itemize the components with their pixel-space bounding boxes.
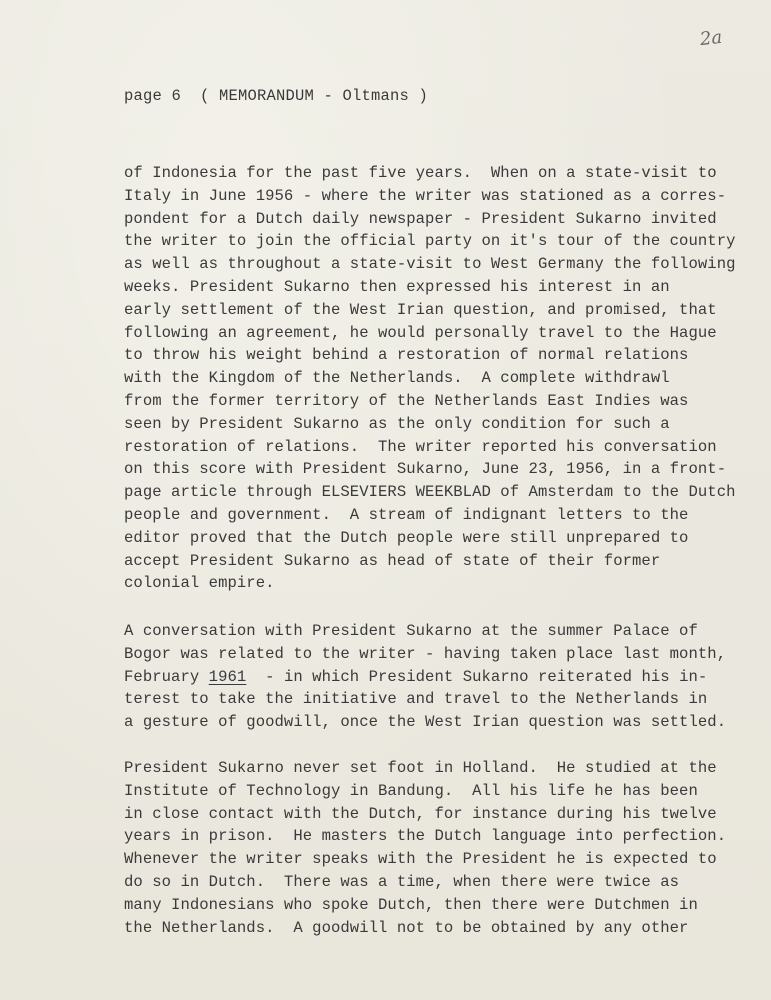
text-line: A conversation with President Sukarno at the summer Palace of — [124, 622, 698, 640]
text-line: years in prison. He masters the Dutch language into perfection. — [124, 827, 727, 846]
text-line: pondent for a Dutch daily newspaper - President Sukarno invited — [124, 209, 717, 228]
text-line: from the former territory of the Netherlands East Indies was — [124, 391, 689, 410]
text-line: President Sukarno never set foot in Holland. He studied at the — [124, 759, 717, 777]
text-line: Whenever the writer speaks with the President he is expected to — [124, 850, 717, 869]
text-line: as well as throughout a state-visit to West Germany the following — [124, 255, 736, 274]
page-header: page 6 ( MEMORANDUM - Oltmans ) — [124, 87, 429, 105]
text-line: the writer to join the official party on it's tour of the country — [124, 232, 736, 251]
text-line: editor proved that the Dutch people were still unprepared to — [124, 528, 689, 547]
text-line: the Netherlands. A goodwill not to be obtained by any other — [124, 918, 689, 937]
text-line: to throw his weight behind a restoration of normal relations — [124, 346, 689, 365]
text-line: page article through ELSEVIERS WEEKBLAD of Amsterdam to the Dutch — [124, 483, 736, 502]
text-line: colonial empire. — [124, 574, 275, 593]
page-number-annotation: 2a — [698, 26, 724, 51]
paragraph-3 — [124, 757, 754, 939]
text-segment: - in which President Sukarno reiterated his in- — [246, 667, 708, 686]
text-line: a gesture of goodwill, once the West Irian question was settled. — [124, 713, 727, 732]
text-line: following an agreement, he would personally travel to the Hague — [124, 323, 717, 342]
paragraph-2 — [124, 620, 754, 734]
text-line: people and government. A stream of indignant letters to the — [124, 505, 689, 524]
text-line: Institute of Technology in Bandung. All his life he has been — [124, 781, 698, 800]
text-segment: February — [124, 667, 209, 686]
text-line: weeks. President Sukarno then expressed his interest in an — [124, 277, 670, 296]
text-line: Italy in June 1956 - where the writer was stationed as a corres- — [124, 186, 727, 205]
text-line-with-date — [124, 666, 754, 689]
underlined-year: 1961 — [208, 667, 247, 686]
text-line: of Indonesia for the past five years. When on a state-visit to — [124, 164, 717, 182]
text-line: restoration of relations. The writer reported his conversation — [124, 437, 717, 456]
text-line: Bogor was related to the writer - having taken place last month, — [124, 644, 727, 663]
paragraph-1 — [124, 162, 754, 595]
text-line: many Indonesians who spoke Dutch, then there were Dutchmen in — [124, 895, 698, 914]
text-line: early settlement of the West Irian question, and promised, that — [124, 300, 717, 319]
text-line: in close contact with the Dutch, for instance during his twelve — [124, 804, 717, 823]
text-line: do so in Dutch. There was a time, when there were twice as — [124, 872, 680, 891]
text-line: with the Kingdom of the Netherlands. A complete withdrawl — [124, 369, 670, 388]
text-line: on this score with President Sukarno, June 23, 1956, in a front- — [124, 460, 727, 479]
text-line: accept President Sukarno as head of state of their former — [124, 551, 661, 570]
text-line: terest to take the initiative and travel to the Netherlands in — [124, 690, 708, 709]
text-line: seen by President Sukarno as the only condition for such a — [124, 414, 670, 433]
